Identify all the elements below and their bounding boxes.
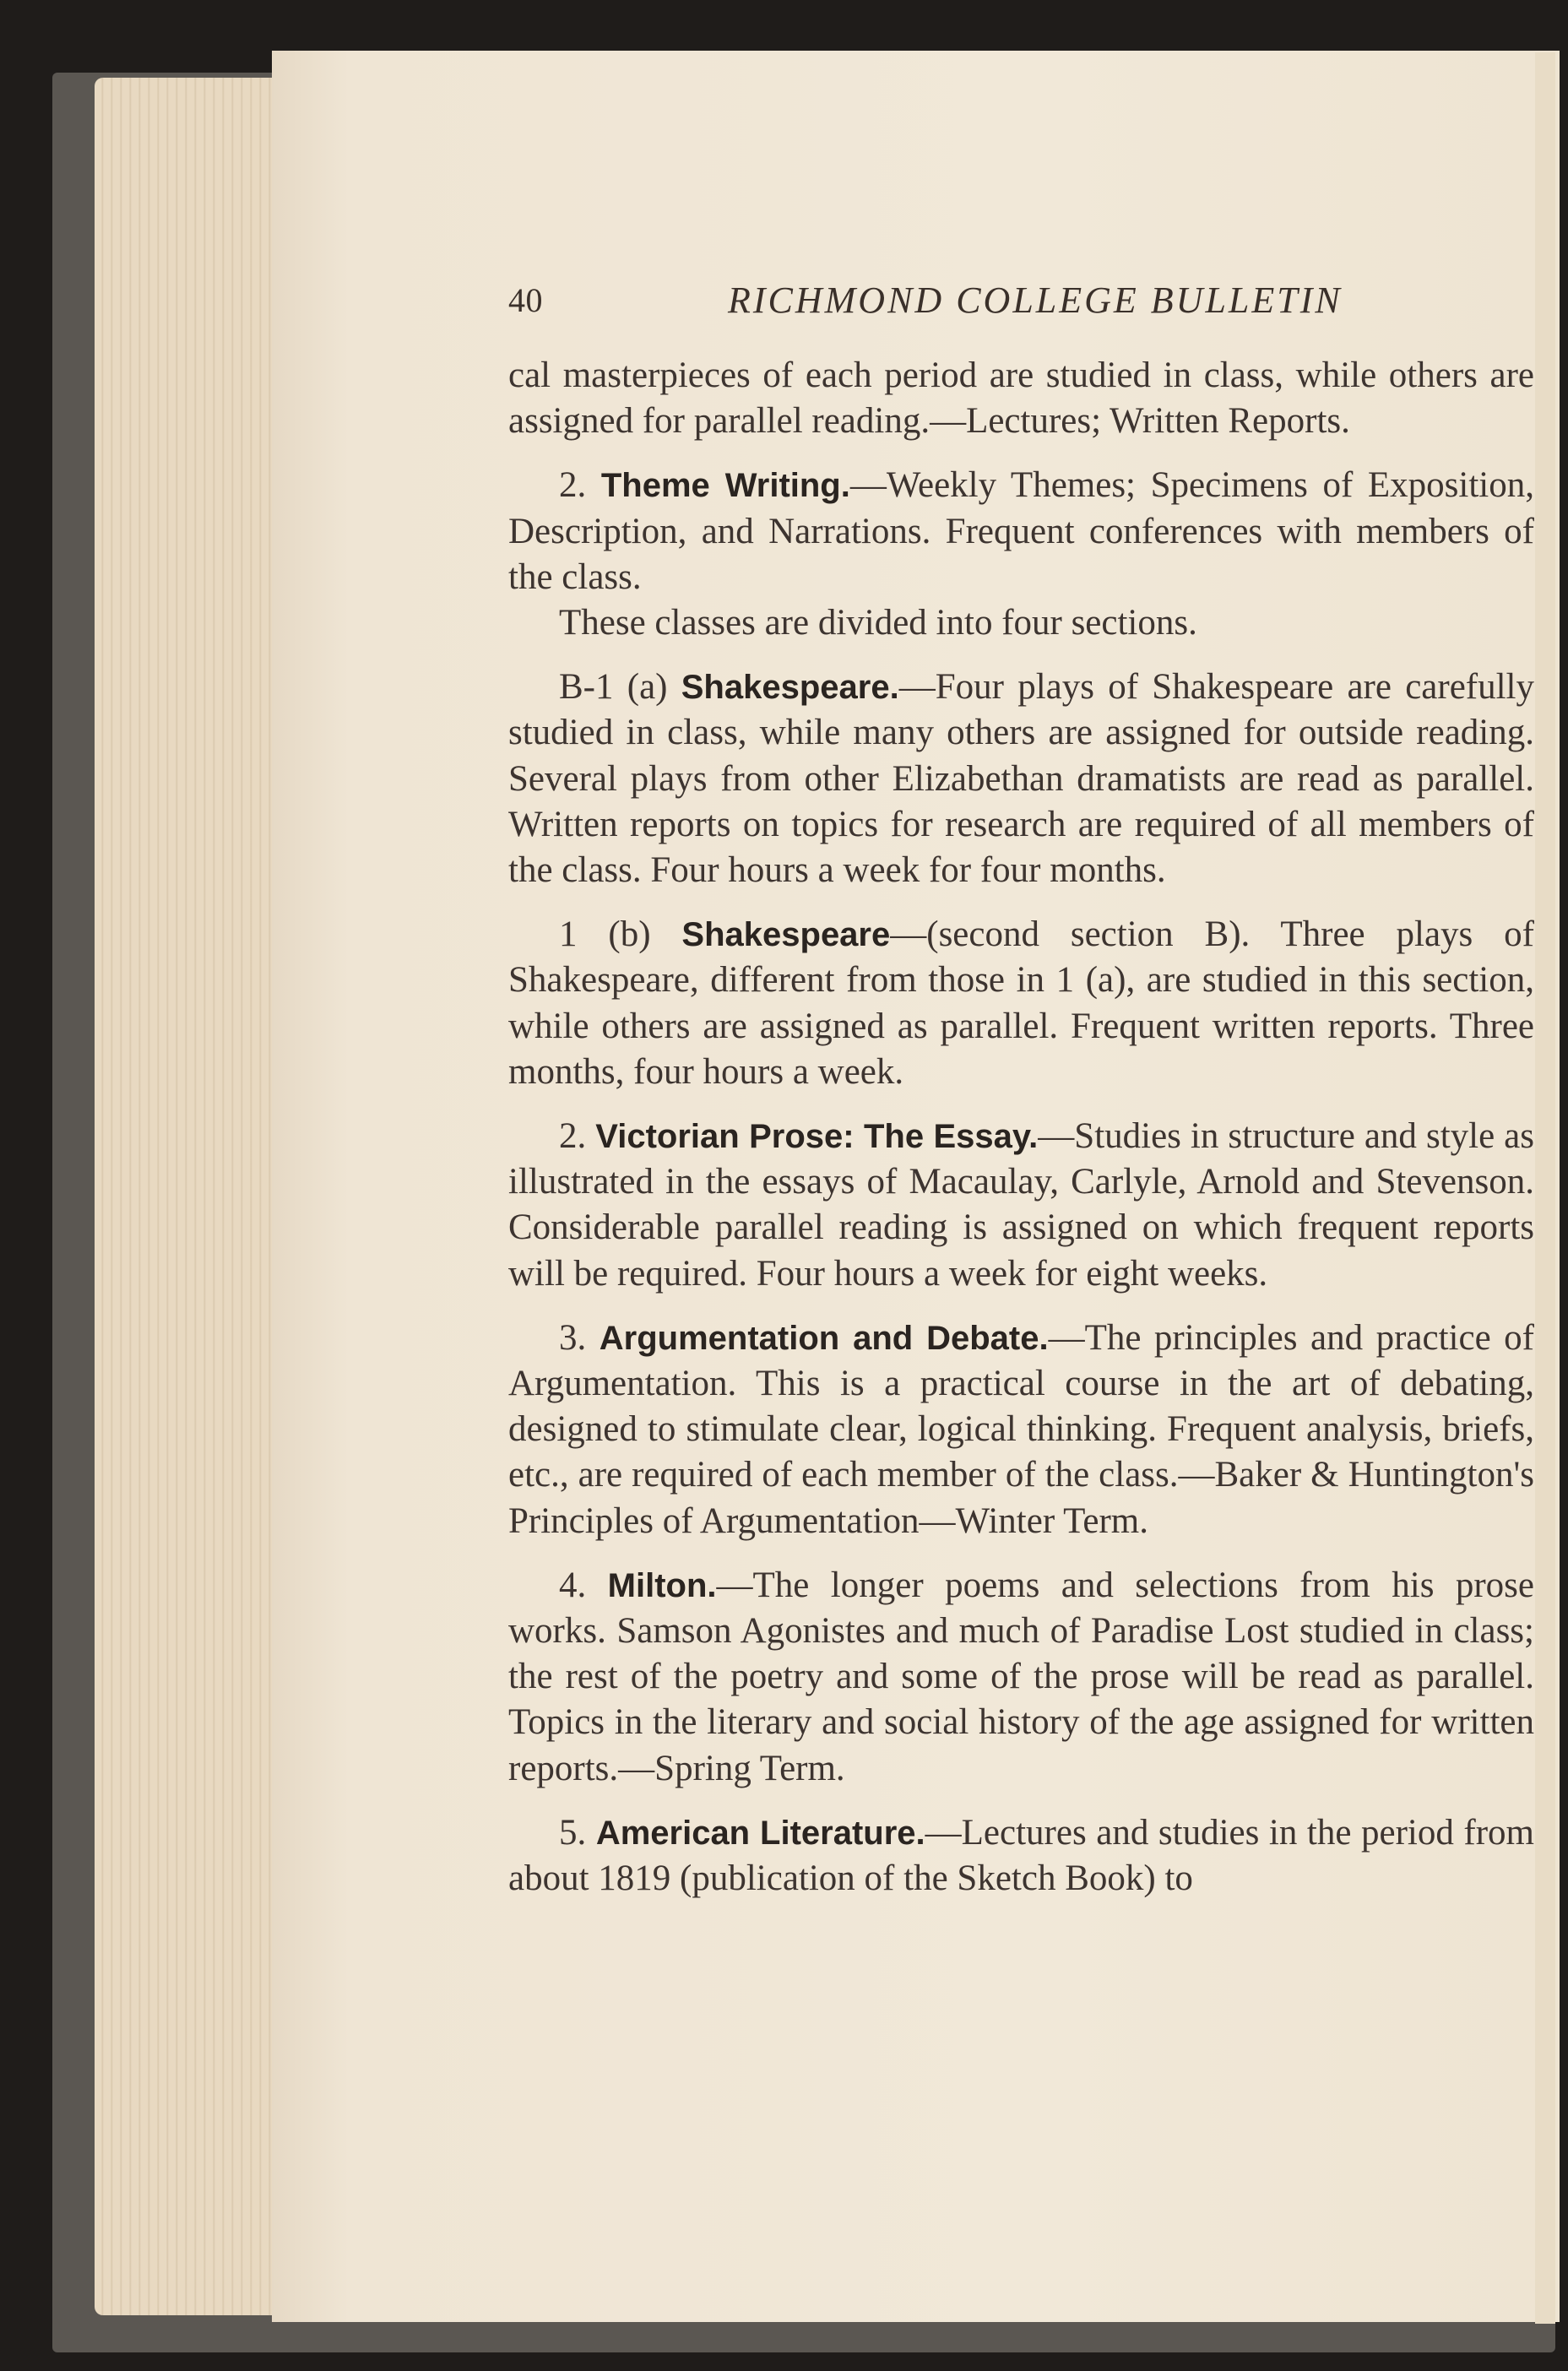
paragraph-prefix: 2. (559, 465, 601, 506)
paragraph-prefix: 4. (559, 1565, 608, 1605)
paragraph-victorian-prose (508, 1114, 1534, 1297)
paragraph-text: cal masterpieces of each period are studied in class, while others are assigned for parallel reading.—Lectures; Written Reports. (508, 355, 1534, 442)
body-text (508, 353, 1534, 1902)
paragraph-heading: Theme Writing. (600, 467, 850, 505)
paragraph-heading: Argumentation and Debate. (599, 1319, 1049, 1357)
paragraph-prefix: 1 (b) (559, 914, 682, 955)
paragraph-american-literature (508, 1810, 1534, 1902)
paragraph-prefix: 3. (559, 1317, 600, 1358)
page-header (508, 279, 1564, 326)
paragraph-heading: Shakespeare (681, 916, 891, 954)
paragraph-heading: Shakespeare. (681, 669, 899, 707)
page-number: 40 (508, 281, 543, 319)
paragraph-text: —Four plays of Shakespeare are carefully studied in class, while many others are assigned for outside reading. Several plays from other Elizabethan dramatists are read as parallel. Written reports on topics for research are required of all members of the class. Four hours a week for four months. (508, 667, 1534, 891)
paragraph-text: —(second section B). Three plays of Shakespeare, different from those in 1 (a), are studied in this section, while others are assigned as parallel. Frequent written reports. Three months, four hours a week. (508, 914, 1534, 1092)
paragraph-text: These classes are divided into four sections. (559, 603, 1197, 643)
paragraph-shakespeare-b (508, 912, 1534, 1095)
paragraph-argumentation (508, 1316, 1534, 1544)
paragraph-shakespeare-a (508, 665, 1534, 893)
paragraph-sections-note (508, 600, 1534, 646)
paragraph-heading: Victorian Prose: The Essay. (595, 1118, 1039, 1156)
paragraph-heading: American Literature. (595, 1814, 925, 1852)
facing-page-edge (1535, 52, 1555, 2324)
paragraph-prefix: B-1 (a) (559, 667, 681, 708)
paragraph-text: —Studies in structure and style as illustrated in the essays of Macaulay, Carlyle, Arnold and Stevenson. Considerable parallel reading is assigned on which frequent reports will be required. Four hours a week for eight weeks. (508, 1116, 1535, 1294)
running-title: RICHMOND COLLEGE BULLETIN (728, 279, 1343, 321)
paragraph-milton (508, 1563, 1534, 1792)
paragraph-prefix: 5. (559, 1812, 596, 1853)
paragraph-text: —Weekly Themes; Specimens of Exposition, Description, and Narrations. Frequent conferences with members of the class. (508, 465, 1534, 597)
paragraph-text: —The longer poems and selections from his prose works. Samson Agonistes and much of Paradise Lost studied in class; the rest of the poetry and some of the prose will be read as parallel. Topics in the literary and social history of the age assigned for written reports.—Spring Term. (508, 1565, 1534, 1788)
paragraph-prefix: 2. (559, 1116, 596, 1157)
paragraph-continuation (508, 353, 1534, 444)
page-edges (95, 78, 289, 2315)
paragraph-text: —The principles and practice of Argumentation. This is a practical course in the art of debating, designed to stimulate clear, logical thinking. Frequent analysis, briefs, etc., are required of each member of the class.—Baker & Huntington's Principles of Argumentation—Winter Term. (508, 1317, 1534, 1541)
paragraph-theme-writing (508, 463, 1534, 600)
paragraph-text: —Lectures and studies in the period from about 1819 (publication of the Sketch Book) to (508, 1812, 1534, 1899)
paragraph-heading: Milton. (607, 1566, 717, 1604)
